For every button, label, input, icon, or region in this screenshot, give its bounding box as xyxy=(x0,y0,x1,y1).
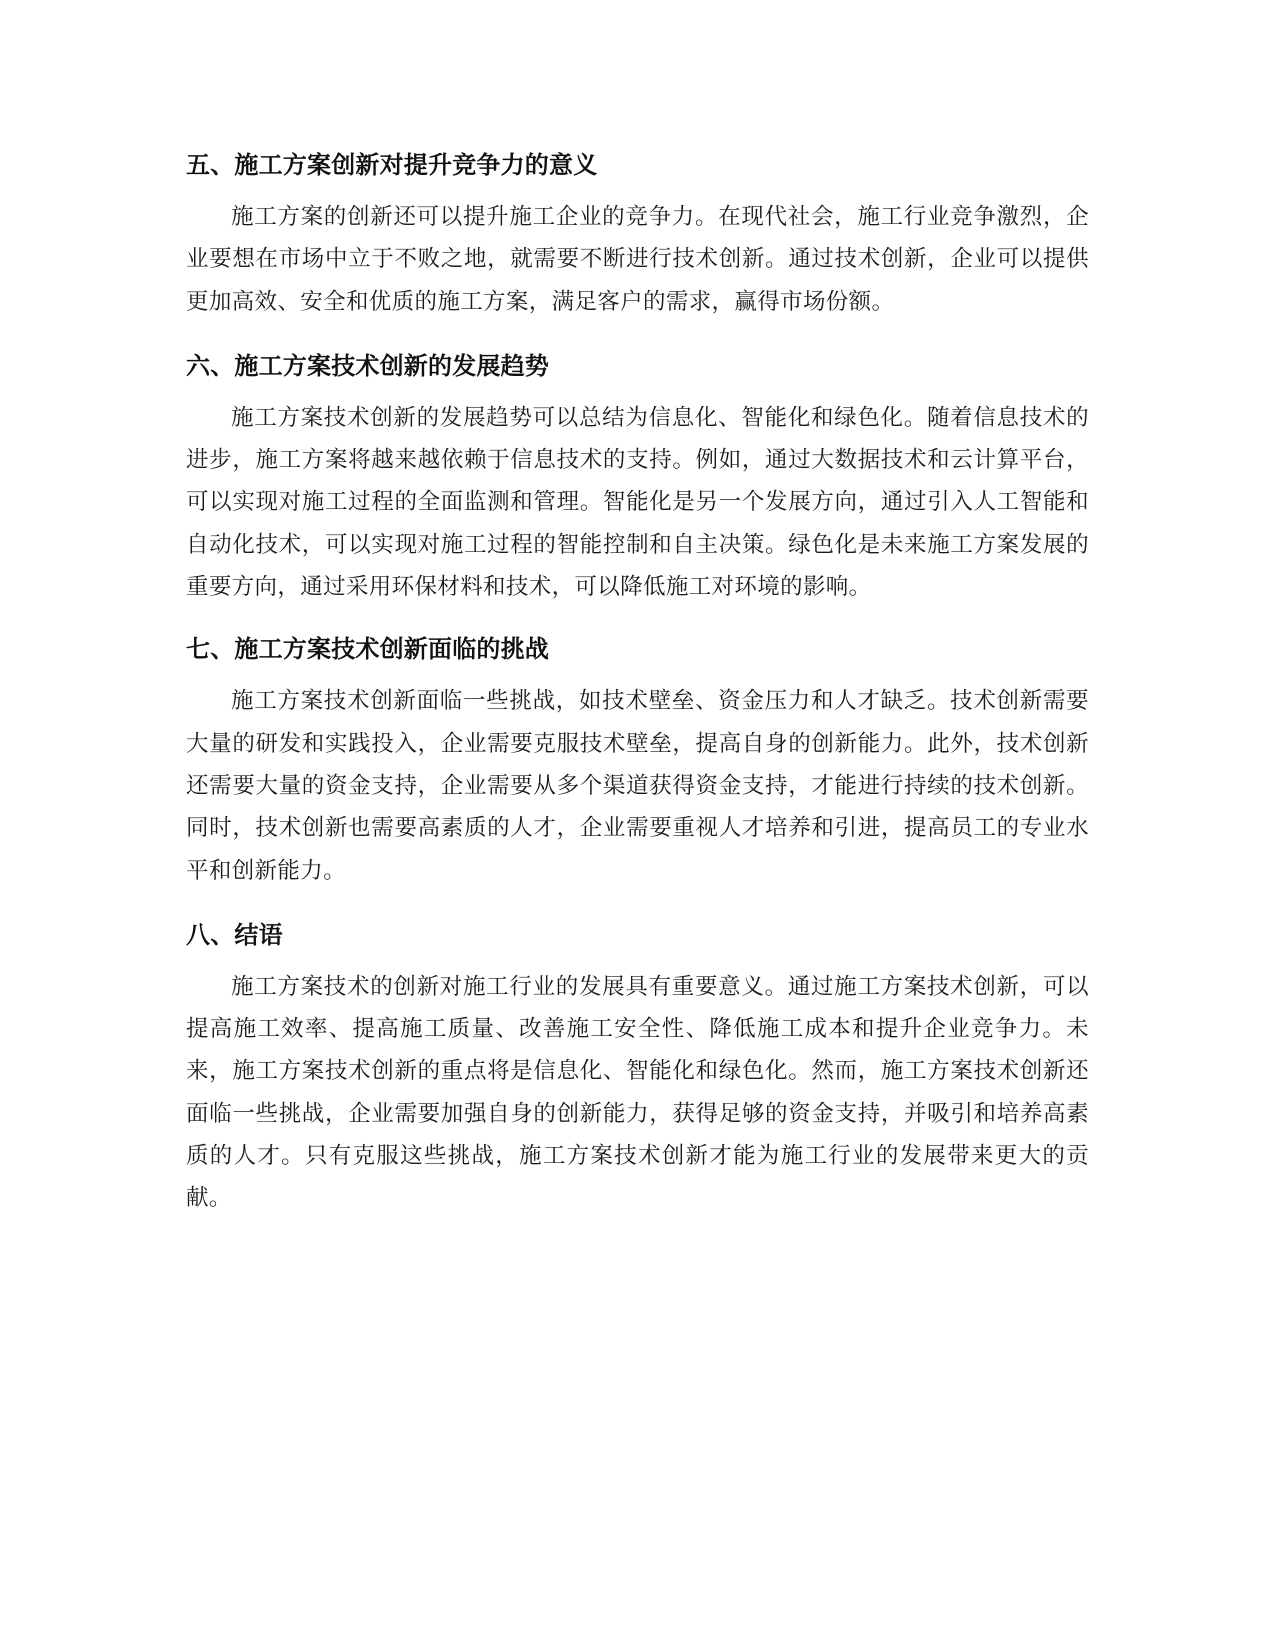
section-6 xyxy=(186,349,1089,608)
section-paragraph: 施工方案技术创新的发展趋势可以总结为信息化、智能化和绿色化。随着信息技术的进步，施工方案将越来越依赖于信息技术的支持。例如，通过大数据技术和云计算平台，可以实现对施工过程的全面监测和管理。智能化是另一个发展方向，通过引入人工智能和自动化技术，可以实现对施工过程的智能控制和自主决策。绿色化是未来施工方案发展的重要方向，通过采用环保材料和技术，可以降低施工对环境的影响。 xyxy=(186,404,1089,601)
section-7 xyxy=(186,632,1089,891)
section-heading: 七、施工方案技术创新面临的挑战 xyxy=(186,635,549,664)
section-paragraph: 施工方案技术创新面临一些挑战，如技术壁垒、资金压力和人才缺乏。技术创新需要大量的研发和实践投入，企业需要克服技术壁垒，提高自身的创新能力。此外，技术创新还需要大量的资金支持，企业需要从多个渠道获得资金支持，才能进行持续的技术创新。同时，技术创新也需要高素质的人才，企业需要重视人才培养和引进，提高员工的专业水平和创新能力。 xyxy=(186,688,1089,884)
section-heading: 八、结语 xyxy=(186,920,283,949)
section-5 xyxy=(186,148,1089,323)
section-heading: 六、施工方案技术创新的发展趋势 xyxy=(186,351,549,380)
section-heading: 五、施工方案创新对提升竞争力的意义 xyxy=(186,151,598,179)
section-8 xyxy=(186,918,1089,1220)
section-paragraph: 施工方案技术的创新对施工行业的发展具有重要意义。通过施工方案技术创新，可以提高施工效率、提高施工质量、改善施工安全性、降低施工成本和提升企业竞争力。未来，施工方案技术创新的重点将是信息化、智能化和绿色化。然而，施工方案技术创新还面临一些挑战，企业需要加强自身的创新能力，获得足够的资金支持，并吸引和培养高素质的人才。只有克服这些挑战，施工方案技术创新才能为施工行业的发展带来更大的贡献。 xyxy=(186,973,1089,1212)
section-paragraph: 施工方案的创新还可以提升施工企业的竞争力。在现代社会，施工行业竞争激烈，企业要想在市场中立于不败之地，就需要不断进行技术创新。通过技术创新，企业可以提供更加高效、安全和优质的施工方案，满足客户的需求，赢得市场份额。 xyxy=(186,204,1089,315)
